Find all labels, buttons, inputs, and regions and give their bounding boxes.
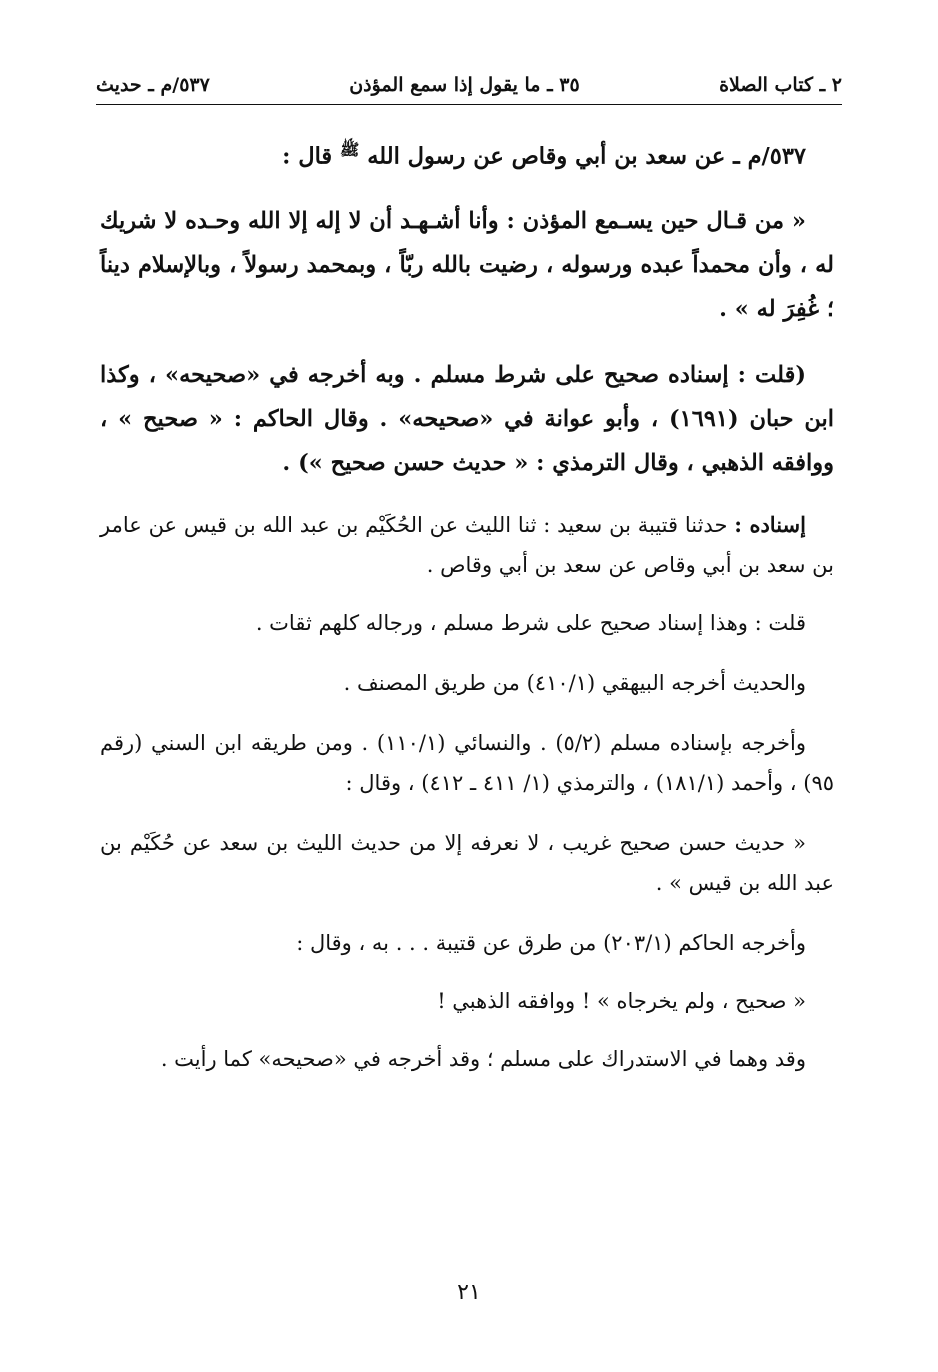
hadith-text: « من قـال حين يسـمع المؤذن : وأنا أشـهـد أن لا إله إلا الله وحـده لا شريك له ، وأن محمداً عبده ورسوله ، رضيت بالله ربّاً ، وبمحمد رسولاً ، وبالإسلام ديناً ؛ غُفِرَ له » . — [100, 207, 834, 322]
page-number: ٢١ — [457, 1280, 481, 1305]
hadith-title-text: ٥٣٧/م ـ عن سعد بن أبي وقاص عن رسول الله — [367, 143, 806, 170]
paragraph-bayhaqi: والحديث أخرجه البيهقي (٤١٠/١) من طريق المصنف . — [343, 670, 806, 695]
page-content — [100, 128, 834, 1079]
header-book-title: ٢ ـ كتاب الصلاة — [719, 74, 842, 96]
paragraph-grading: قلت : وهذا إسناد صحيح على شرط مسلم ، ورجاله كلهم ثقات . — [255, 610, 806, 635]
hadith-title-end: قال : — [282, 143, 333, 170]
header-chapter-title: ٣٥ ـ ما يقول إذا سمع المؤذن — [349, 74, 580, 96]
header-rule — [96, 104, 842, 105]
takhrij-note: (قلت : إسناده صحيح على شرط مسلم . وبه أخرجه في «صحيحه» ، وكذا ابن حبان (١٦٩١) ، وأبو عوانة في «صحيحه» . وقال الحاكم : « صحيح » ، ووافقه الذهبي ، وقال الترمذي : « حديث حسن صحيح ») . — [100, 361, 835, 476]
isnad-text: حدثنا قتيبة بن سعيد : ثنا الليث عن الحُكَيْم بن عبد الله بن قيس عن عامر بن سعد بن أبي وقاص عن سعد بن أبي وقاص . — [100, 512, 834, 577]
hadith-title — [100, 128, 834, 179]
paragraph-tirmidhi-quote: « حديث حسن صحيح غريب ، لا نعرفه إلا من حديث الليث بن سعد عن حُكَيْم بن عبد الله بن قيس » . — [100, 830, 834, 895]
salutation-glyph: ﷺ — [340, 140, 360, 159]
header-hadith-number: ٥٣٧/م ـ حديث — [96, 74, 210, 96]
running-header — [96, 68, 842, 102]
paragraph-sources: وأخرجه بإسناده مسلم (٥/٢) . والنسائي (١١٠/١) . ومن طريقه ابن السني (رقم ٩٥) ، وأحمد (١٨١/١) ، والترمذي (١/ ٤١١ ـ ٤١٢) ، وقال : — [100, 730, 834, 795]
isnad-label: إسناده : — [734, 511, 806, 537]
paragraph-conclusion: وقد وهما في الاستدراك على مسلم ؛ وقد أخرجه في «صحيحه» كما رأيت . — [160, 1046, 806, 1071]
paragraph-hakim-quote: « صحيح ، ولم يخرجاه » ! ووافقه الذهبي ! — [437, 988, 806, 1013]
paragraph-hakim: وأخرجه الحاكم (٢٠٣/١) من طرق عن قتيبة . . . به ، وقال : — [296, 930, 806, 955]
isnad-paragraph — [100, 505, 834, 585]
